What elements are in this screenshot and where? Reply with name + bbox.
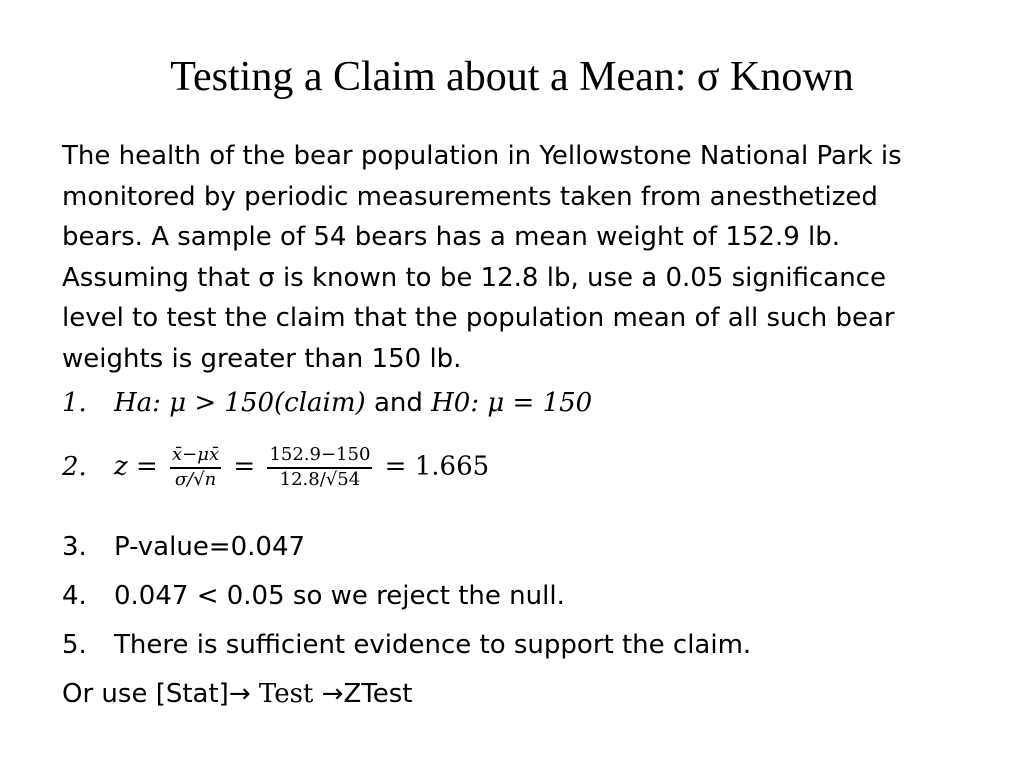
step-1 — [62, 388, 592, 418]
step-number: 4. — [62, 581, 87, 611]
z-formula-fraction — [170, 444, 221, 490]
z-symbol: z = — [114, 451, 158, 482]
problem-line: weights is greater than 150 lb. — [62, 343, 462, 374]
instruction-prefix: Or use [Stat]→ — [62, 679, 251, 709]
hypothesis-connector: and — [373, 388, 423, 418]
formula-numerator: x̄−μx̄ — [170, 444, 221, 469]
step-number: 1. — [62, 388, 87, 418]
step-number: 5. — [62, 630, 87, 660]
step-number: 3. — [62, 532, 87, 562]
calculator-instruction — [62, 679, 412, 709]
problem-statement — [62, 136, 992, 380]
instruction-suffix: →ZTest — [321, 679, 413, 709]
formula-denominator: σ/√n — [174, 469, 217, 490]
value-denominator: 12.8/√54 — [279, 469, 361, 490]
null-hypothesis: H0: μ = 150 — [431, 388, 593, 418]
step-5 — [62, 630, 751, 660]
step-number: 2. — [62, 451, 87, 482]
equals-sign: = — [233, 451, 256, 482]
problem-line: level to test the claim that the population mean of all such bear — [62, 303, 895, 334]
z-value-fraction — [267, 444, 372, 490]
step-text: 0.047 < 0.05 so we reject the null. — [114, 581, 565, 611]
problem-line: monitored by periodic measurements taken from anesthetized — [62, 181, 878, 212]
problem-line: The health of the bear population in Yellowstone National Park is — [62, 141, 902, 171]
step-4 — [62, 581, 565, 611]
slide-title: Testing a Claim about a Mean: σ Known — [170, 54, 854, 100]
step-2 — [62, 444, 489, 490]
menu-test: Test — [258, 679, 314, 709]
z-result: = 1.665 — [384, 451, 490, 482]
step-text: P-value=0.047 — [114, 532, 306, 562]
step-text: There is sufficient evidence to support the claim. — [114, 630, 752, 660]
problem-line: Assuming that σ is known to be 12.8 lb, use a 0.05 significance — [62, 262, 886, 293]
alternative-hypothesis: Ha: μ > 150(claim) — [114, 388, 366, 418]
value-numerator: 152.9−150 — [267, 444, 372, 469]
step-3 — [62, 532, 305, 562]
problem-line: bears. A sample of 54 bears has a mean weight of 152.9 lb. — [62, 222, 841, 253]
